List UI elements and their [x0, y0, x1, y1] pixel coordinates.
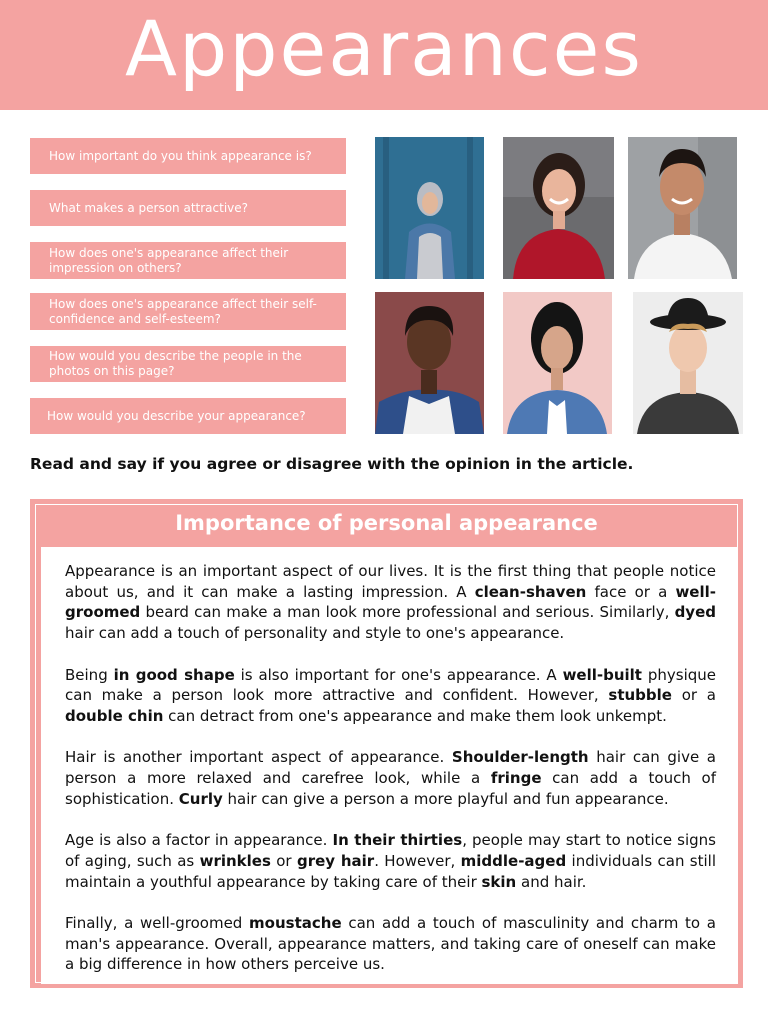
vocab-term: grey hair: [296, 851, 375, 870]
article-paragraph-5: Finally, a well-groomed moustache can add a touch of masculinity and charm to a man's appearance. Overall, appearance matters, and taking care of oneself can make a big difference in how others perceive us.: [65, 913, 716, 974]
vocab-term: well-groomed: [65, 582, 716, 622]
photo-woman-smiling: [503, 137, 614, 279]
question-5: How would you describe the people in the photos on this page?: [30, 346, 346, 382]
vocab-term: stubble: [608, 686, 672, 705]
vocab-term: moustache: [249, 913, 342, 932]
vocab-term: fringe: [490, 769, 542, 787]
page-title: Appearances: [125, 4, 643, 93]
vocab-term: well-built: [562, 665, 642, 684]
photo-woman-short-hair: [375, 292, 484, 434]
article-box: [30, 499, 743, 988]
vocab-term: wrinkles: [199, 851, 271, 870]
vocab-term: clean-shaven: [474, 582, 587, 601]
photo-woman-denim: [503, 292, 612, 434]
reading-instruction: Read and say if you agree or disagree with the opinion in the article.: [30, 455, 634, 473]
question-2: What makes a person attractive?: [30, 190, 346, 226]
vocab-term: dyed: [674, 603, 716, 622]
article-paragraph-4: Age is also a factor in appearance. In their thirties, people may start to notice signs of aging, such as wrinkles or grey hair. However, middle-aged individuals can still maintain a youthful appearance by taking care of their skin and hair.: [65, 831, 716, 891]
vocab-term: middle-aged: [460, 851, 567, 870]
article-frame: [35, 504, 738, 983]
question-3: How does one's appearance affect their impression on others?: [30, 242, 346, 279]
article-body: [41, 547, 738, 984]
photo-man-hat: [633, 292, 743, 434]
article-title: Importance of personal appearance: [175, 511, 598, 535]
photo-man-smiling: [628, 137, 737, 279]
vocab-term: skin: [481, 872, 517, 891]
header-banner: [0, 0, 768, 110]
photo-woman-hoodie: [375, 137, 484, 279]
article-paragraph-3: Hair is another important aspect of appearance. Shoulder-length hair can give a person a more relaxed and carefree look, while a fringe can add a touch of sophistication. Curly hair can give a person a more playful and fun appearance.: [65, 748, 716, 808]
vocab-term: double chin: [65, 706, 164, 725]
question-1: How important do you think appearance is?: [30, 138, 346, 174]
question-4: How does one's appearance affect their self-confidence and self-esteem?: [30, 293, 346, 330]
question-6: How would you describe your appearance?: [30, 398, 346, 434]
article-paragraph-1: Appearance is an important aspect of our lives. It is the first thing that people notice about us, and it can make a lasting impression. A clean-shaven face or a well-groomed beard can make a man look more professional and serious. Similarly, dyed hair can add a touch of personality and style to one's appearance.: [65, 562, 716, 643]
vocab-term: In their thirties: [332, 831, 463, 850]
vocab-term: in good shape: [113, 665, 235, 684]
article-paragraph-2: Being in good shape is also important for one's appearance. A well-built physique can make a person look more attractive and confident. However, stubble or a double chin can detract from one's appearance and make them look unkempt.: [65, 665, 716, 725]
vocab-term: Curly: [178, 789, 223, 808]
vocab-term: Shoulder-length: [451, 748, 589, 767]
